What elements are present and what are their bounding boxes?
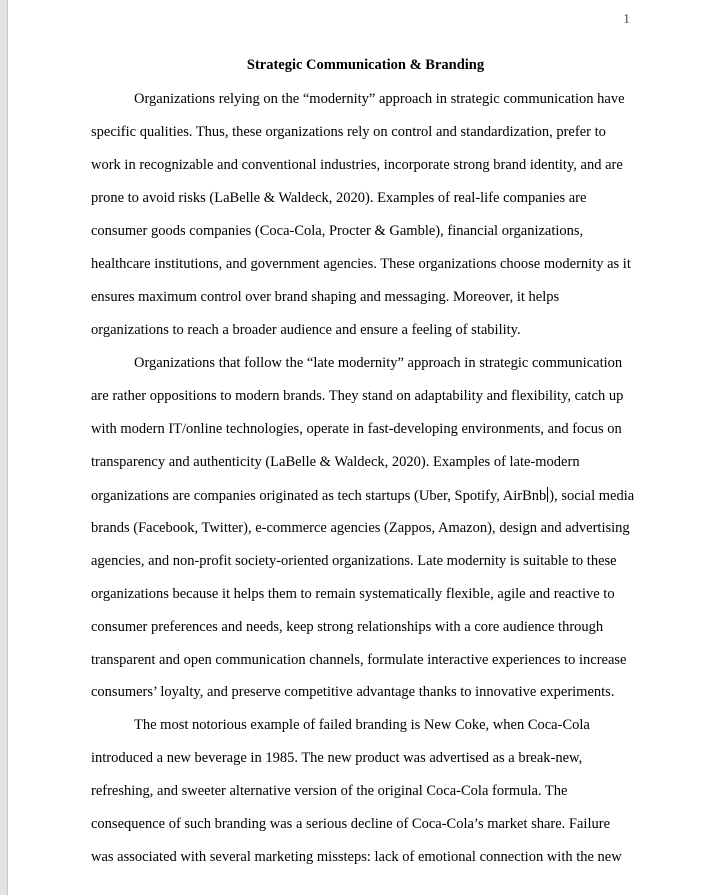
paragraph-2-line-3[interactable]: with modern IT/online technologies, operate in fast-developing environments, and focus on	[91, 421, 622, 437]
paragraph-2-line-7[interactable]: agencies, and non-profit society-oriented organizations. Late modernity is suitable to these	[91, 553, 617, 569]
document-title[interactable]: Strategic Communication & Branding	[246, 57, 485, 73]
paragraph-1-line-8[interactable]: organizations to reach a broader audience and ensure a feeling of stability.	[91, 322, 521, 338]
paragraph-1-line-2[interactable]: specific qualities. Thus, these organizations rely on control and standardization, prefer to	[91, 124, 606, 140]
paragraph-2-line-4[interactable]: transparency and authenticity (LaBelle & Waldeck, 2020). Examples of late-modern	[91, 454, 580, 470]
line-text-before-cursor: organizations are companies originated as tech startups (Uber, Spotify, AirBnb	[91, 488, 547, 504]
document-page[interactable]	[8, 0, 723, 895]
paragraph-2-line-5[interactable]	[91, 487, 634, 505]
line-text-after-cursor: ), social media	[549, 488, 635, 504]
paragraph-3-line-4[interactable]: consequence of such branding was a serious decline of Coca-Cola’s market share. Failure	[91, 816, 611, 832]
paragraph-2-line-10[interactable]: transparent and open communication channels, formulate interactive experiences to increase	[91, 652, 627, 668]
paragraph-2-line-8[interactable]: organizations because it helps them to remain systematically flexible, agile and reactive to	[91, 586, 615, 602]
paragraph-3-line-1[interactable]: The most notorious example of failed branding is New Coke, when Coca-Cola	[134, 717, 590, 733]
paragraph-1-line-6[interactable]: healthcare institutions, and government agencies. These organizations choose modernity as it	[91, 256, 631, 272]
paragraph-1-line-1[interactable]: Organizations relying on the “modernity” approach in strategic communication have	[134, 91, 625, 107]
paragraph-2-line-11[interactable]: consumers’ loyalty, and preserve competitive advantage thanks to innovative experiments.	[91, 684, 615, 700]
paragraph-2-line-6[interactable]: brands (Facebook, Twitter), e-commerce agencies (Zappos, Amazon), design and advertising	[91, 520, 630, 536]
paragraph-1-line-3[interactable]: work in recognizable and conventional industries, incorporate strong brand identity, and are	[91, 157, 623, 173]
page-number: 1	[623, 12, 630, 27]
paragraph-3-line-2[interactable]: introduced a new beverage in 1985. The new product was advertised as a break-new,	[91, 750, 583, 766]
paragraph-3-line-5[interactable]: was associated with several marketing missteps: lack of emotional connection with the new	[91, 849, 622, 865]
paragraph-2-line-9[interactable]: consumer preferences and needs, keep strong relationships with a core audience through	[91, 619, 604, 635]
paragraph-1-line-7[interactable]: ensures maximum control over brand shaping and messaging. Moreover, it helps	[91, 289, 560, 305]
paragraph-2-line-1[interactable]: Organizations that follow the “late modernity” approach in strategic communication	[134, 355, 623, 371]
paragraph-1-line-4[interactable]: prone to avoid risks (LaBelle & Waldeck, 2020). Examples of real-life companies are	[91, 190, 587, 206]
paragraph-2-line-2[interactable]: are rather oppositions to modern brands. They stand on adaptability and flexibility, catch up	[91, 388, 624, 404]
paragraph-3-line-3[interactable]: refreshing, and sweeter alternative version of the original Coca-Cola formula. The	[91, 783, 568, 799]
window-left-edge	[0, 0, 8, 895]
paragraph-1-line-5[interactable]: consumer goods companies (Coca-Cola, Procter & Gamble), financial organizations,	[91, 223, 584, 239]
